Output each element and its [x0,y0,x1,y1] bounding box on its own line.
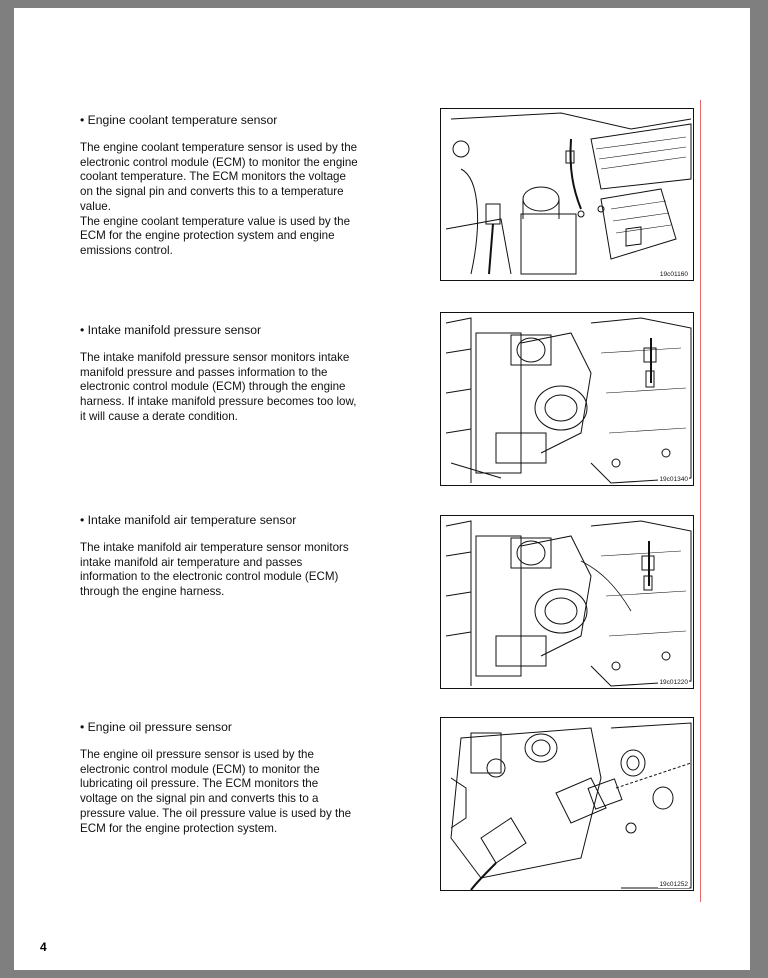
section-intake-pressure [80,323,380,425]
section-coolant-temperature [80,113,380,259]
section-heading: • Engine oil pressure sensor [80,720,232,734]
figure-coolant-temperature-sensor [440,108,694,281]
section-intake-air-temperature [80,513,380,600]
figure-intake-pressure-sensor [440,312,694,486]
section-body: The engine coolant temperature sensor is used by the electronic control module (ECM) to monitor the engine coolant temperature. The ECM monitors the voltage on the signal pin and converts this to a temperature value. The engine coolant temperature value is used by the ECM for the engine protection system and engine emissions control. [80,141,358,257]
manual-page [14,8,750,970]
section-body: The intake manifold pressure sensor monitors intake manifold pressure and passes information to the electronic control module (ECM) through the engine harness. If intake manifold pressure becomes too low, it will cause a derate condition. [80,351,357,423]
section-body: The engine oil pressure sensor is used by the electronic control module (ECM) to monitor the lubricating oil pressure. The ECM monitors the voltage on the signal pin and converts this to a pressure value. The oil pressure value is used by the ECM for the engine protection system. [80,748,352,835]
figure-code: 19c01160 [659,271,688,278]
section-heading: • Intake manifold air temperature sensor [80,513,297,527]
section-oil-pressure [80,720,380,836]
engine-coolant-diagram [441,109,693,280]
section-body: The intake manifold air temperature sensor monitors intake manifold air temperature and passes information to the electronic control module (ECM) through the engine harness. [80,541,349,599]
figure-code: 19c01220 [659,679,688,686]
figure-intake-air-temperature-sensor [440,515,694,689]
figure-code: 19c01252 [659,881,688,888]
section-heading: • Intake manifold pressure sensor [80,323,262,337]
figure-oil-pressure-sensor [440,717,694,891]
intake-air-diagram [441,516,693,688]
page-number: 4 [40,940,47,954]
section-heading: • Engine coolant temperature sensor [80,113,278,127]
figure-code: 19c01340 [659,476,688,483]
margin-rule [700,100,701,902]
oil-pressure-diagram [441,718,693,890]
intake-manifold-diagram [441,313,693,485]
